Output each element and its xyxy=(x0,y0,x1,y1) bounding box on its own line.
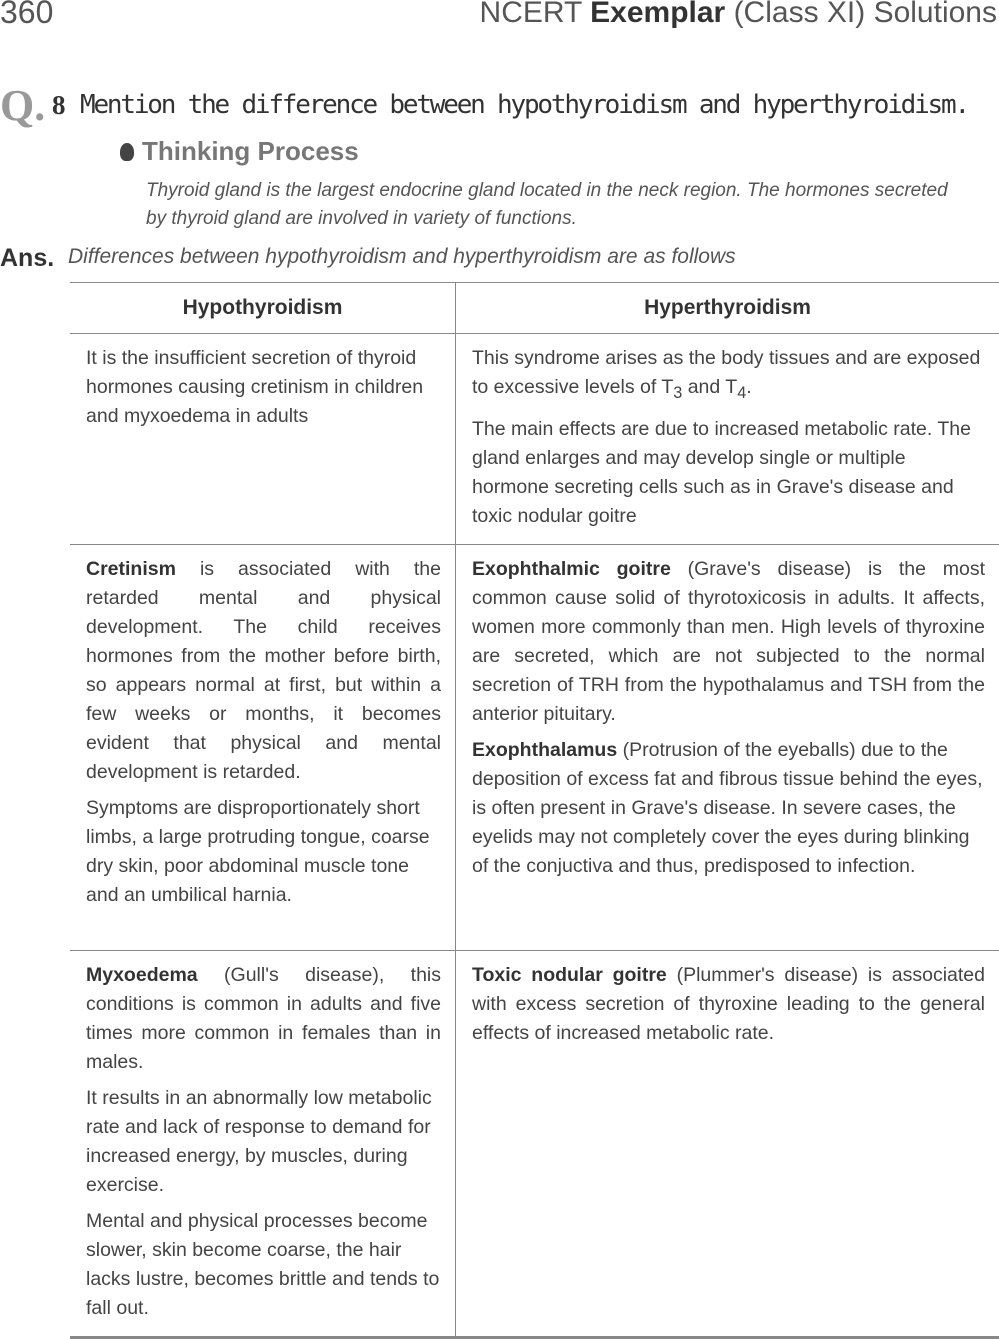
cell-hypo xyxy=(70,544,456,950)
cell-paragraph: Mental and physical processes become slower, skin become coarse, the hair lacks lustre, becomes brittle and tends to fall out. xyxy=(86,1207,441,1323)
header-post: (Class XI) Solutions xyxy=(734,0,997,29)
term: Exophthalmic goitre xyxy=(472,558,671,580)
subscript: 3 xyxy=(673,384,682,402)
text: . xyxy=(746,376,751,398)
question-number: 8 xyxy=(52,90,66,121)
text: (Gull's disease), this conditions is common in adults and five times more common in females than in males. xyxy=(86,964,441,1073)
cell-paragraph xyxy=(472,344,985,408)
thinking-heading xyxy=(120,136,359,167)
answer-intro: Differences between hypothyroidism and hyperthyroidism are as follows xyxy=(68,245,736,269)
question-prefix: Q. xyxy=(0,80,45,131)
term: Cretinism xyxy=(86,558,176,580)
question-text: Mention the difference between hypothyroidism and hyperthyroidism. xyxy=(80,90,968,120)
table-header-row xyxy=(70,283,999,334)
text: (Grave's disease) is the most common cause solid of thyrotoxicosis in adults. It affects, women more commonly than men. High levels of thyroxine are secreted, which are not subjected to the normal secretion of TRH from the hypothalamus and TSH from the anterior pituitary. xyxy=(472,558,985,725)
header-bold: Exemplar xyxy=(590,0,725,29)
page-number: 360 xyxy=(0,0,53,31)
table-row xyxy=(70,334,999,545)
cell-hypo xyxy=(70,334,456,545)
term: Toxic nodular goitre xyxy=(472,964,667,986)
header-pre: NCERT xyxy=(480,0,582,29)
cell-hyper xyxy=(456,950,999,1337)
thinking-text: Thyroid gland is the largest endocrine gland located in the neck region. The hormones secreted by thyroid gland are involved in variety of functions. xyxy=(146,177,956,233)
cell-paragraph: The main effects are due to increased metabolic rate. The gland enlarges and may develop single or multiple hormone secreting cells such as in Grave's disease and toxic nodular goitre xyxy=(472,415,985,531)
text: (Protrusion of the eyeballs) due to the deposition of excess fat and fibrous tissue behind the eyes, is often present in Grave's disease. In severe cases, the eyelids may not completely cover the eyes during blinking of the conjuctiva and thus, predisposed to infection. xyxy=(472,739,983,877)
header-hypothyroidism: Hypothyroidism xyxy=(70,283,456,334)
text: is associated with the retarded mental and physical development. The child receives hormones from the mother before birth, so appears normal at first, but within a few weeks or months, it becomes evident that physical and mental development is retarded. xyxy=(86,558,441,783)
cell-paragraph: Symptoms are disproportionately short limbs, a large protruding tongue, coarse dry skin, poor abdominal muscle tone and an umbilical harnia. xyxy=(86,794,441,910)
cell-paragraph xyxy=(472,736,985,881)
running-header xyxy=(480,0,997,30)
cell-paragraph xyxy=(86,961,441,1077)
cell-paragraph: It results in an abnormally low metabolic rate and lack of response to demand for increased energy, by muscles, during exercise. xyxy=(86,1084,441,1200)
header-hyperthyroidism: Hyperthyroidism xyxy=(456,283,999,334)
thinking-heading-text: Thinking Process xyxy=(142,136,359,166)
text: This syndrome arises as the body tissues and are exposed to excessive levels of T xyxy=(472,347,980,398)
cell-hyper xyxy=(456,544,999,950)
table-row xyxy=(70,544,999,950)
answer-label: Ans. xyxy=(0,244,54,273)
cell-hypo xyxy=(70,950,456,1337)
bulb-icon xyxy=(120,143,134,161)
cell-paragraph: It is the insufficient secretion of thyroid hormones causing cretinism in children and myxoedema in adults xyxy=(86,344,441,431)
subscript: 4 xyxy=(737,384,746,402)
cell-hyper xyxy=(456,334,999,545)
cell-paragraph xyxy=(472,961,985,1048)
text: and T xyxy=(682,376,737,398)
cell-paragraph xyxy=(472,555,985,729)
text: (Plummer's disease) is associated with excess secretion of thyroxine leading to the general effects of increased metabolic rate. xyxy=(472,964,985,1044)
term: Exophthalamus xyxy=(472,739,617,761)
differences-table xyxy=(70,282,999,1339)
cell-paragraph xyxy=(86,555,441,787)
term: Myxoedema xyxy=(86,964,198,986)
table-row xyxy=(70,950,999,1337)
